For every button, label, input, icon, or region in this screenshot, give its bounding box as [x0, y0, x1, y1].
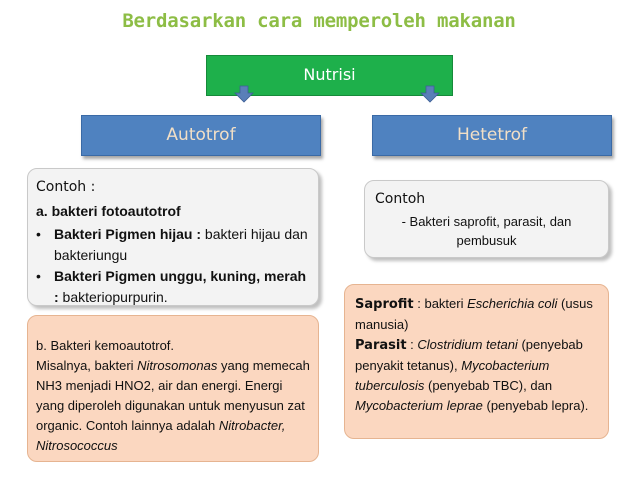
hetetrof-examples-box [364, 180, 609, 258]
nitrobacter-term: Nitrobacter, Nitrosococcus [36, 418, 286, 453]
pigmen-hijau-text: bakteri hijau dan bakteriungu [54, 226, 308, 263]
bullet-icon: • [36, 226, 41, 242]
bullet-icon: • [36, 268, 41, 284]
kemoautotrof-box [27, 315, 319, 462]
pigmen-hijau-label: Bakteri Pigmen hijau : [54, 226, 202, 242]
ecoli-term: Escherichia coli [467, 296, 558, 311]
saprofit-text: : bakteri [413, 296, 468, 311]
parasit-text-1: : [406, 337, 418, 352]
saprofit-end: (usus manusia) [355, 296, 593, 332]
hetero-lead: Contoh [375, 191, 426, 207]
autotrof-node: Autotrof [81, 115, 321, 156]
page-title: Berdasarkan cara memperoleh makanan [122, 10, 516, 32]
kemo-heading: Bakteri kemoautotrof [50, 338, 171, 353]
parasit-text-2: (penyebab penyakit tetanus), [355, 337, 583, 373]
nutrisi-node: Nutrisi [206, 55, 453, 96]
pigmen-unggu-label: Bakteri Pigmen unggu, kuning, merah : [54, 268, 307, 305]
tuberculosis-term: Mycobacterium tuberculosis [355, 358, 550, 393]
detail-text [355, 294, 598, 416]
autotrof-examples-box [27, 168, 319, 306]
parasit-text-4: (penyebab lepra). [482, 398, 589, 413]
heterotroph-detail-box [344, 284, 609, 439]
kemo-prefix: b. [36, 338, 51, 353]
examples-lead: Contoh : [36, 179, 96, 195]
nitrosomonas-term: Nitrosomonas [137, 358, 218, 373]
kemo-text-1: Misalnya, bakteri [36, 358, 138, 373]
parasit-text-3: (penyebab TBC), dan [424, 378, 553, 393]
kemoautotrof-text [36, 336, 310, 456]
saprofit-label: Saprofit [355, 297, 414, 312]
kemo-heading-end: . [170, 338, 175, 353]
hetero-line: - Bakteri saprofit, parasit, dan pembusuk [401, 214, 572, 248]
parasit-label: Parasit [355, 338, 407, 353]
list-item [36, 224, 310, 266]
list-item [36, 266, 310, 308]
fotoautotrof-label: a. bakteri fotoautotrof [36, 203, 181, 219]
kemo-text-2: yang memecah NH3 menjadi HNO2, air dan energi. Energi yang diperoleh digunakan untuk menyusun zat organic. Contoh lainnya adalah [36, 358, 310, 433]
leprae-term: Mycobacterium leprae [355, 398, 483, 413]
pigmen-unggu-text: bakteriopurpurin. [58, 289, 168, 305]
pigment-list [36, 224, 310, 308]
clostridium-term: Clostridium tetani [417, 337, 518, 352]
hetetrof-node: Hetetrof [372, 115, 612, 156]
